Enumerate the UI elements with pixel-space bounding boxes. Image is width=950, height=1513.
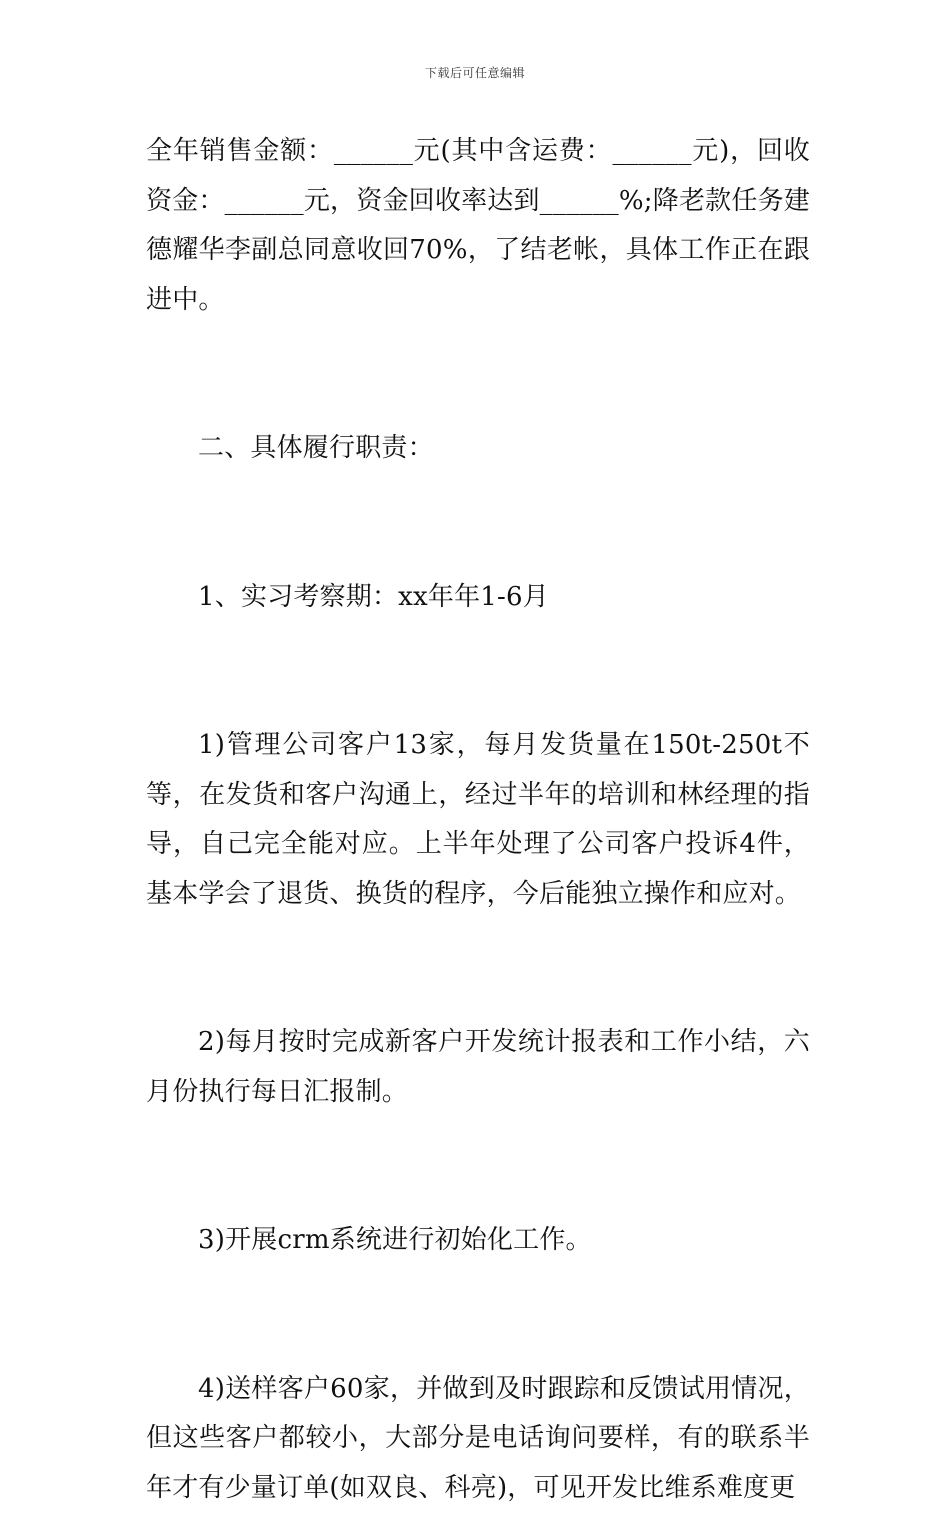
paragraph-item-3: 3)开展crm系统进行初始化工作。: [146, 1216, 810, 1266]
document-body: [146, 127, 810, 1513]
page-header-note: 下载后可任意编辑: [0, 64, 950, 81]
subsection-heading-internship: 1、实习考察期：xx年年1-6月: [146, 573, 810, 623]
paragraph-item-4: 4)送样客户60家，并做到及时跟踪和反馈试用情况，但这些客户都较小，大部分是电话询问要样，有的联系半年才有少量订单(如双良、科亮)，可见开发比维系难度更: [146, 1365, 810, 1513]
section-heading-duties: 二、具体履行职责：: [146, 424, 810, 474]
paragraph-item-1: 1)管理公司客户13家，每月发货量在150t-250t不等，在发货和客户沟通上，经过半年的培训和林经理的指导，自己完全能对应。上半年处理了公司客户投诉4件，基本学会了退货、换货的程序，今后能独立操作和应对。: [146, 721, 810, 919]
paragraph-sales-summary: 全年销售金额：______元(其中含运费：______元)，回收资金：______元，资金回收率达到______%;降老款任务建德耀华李副总同意收回70%，了结老帐，具体工作正在跟进中。: [146, 127, 810, 325]
paragraph-item-2: 2)每月按时完成新客户开发统计报表和工作小结，六月份执行每日汇报制。: [146, 1018, 810, 1117]
